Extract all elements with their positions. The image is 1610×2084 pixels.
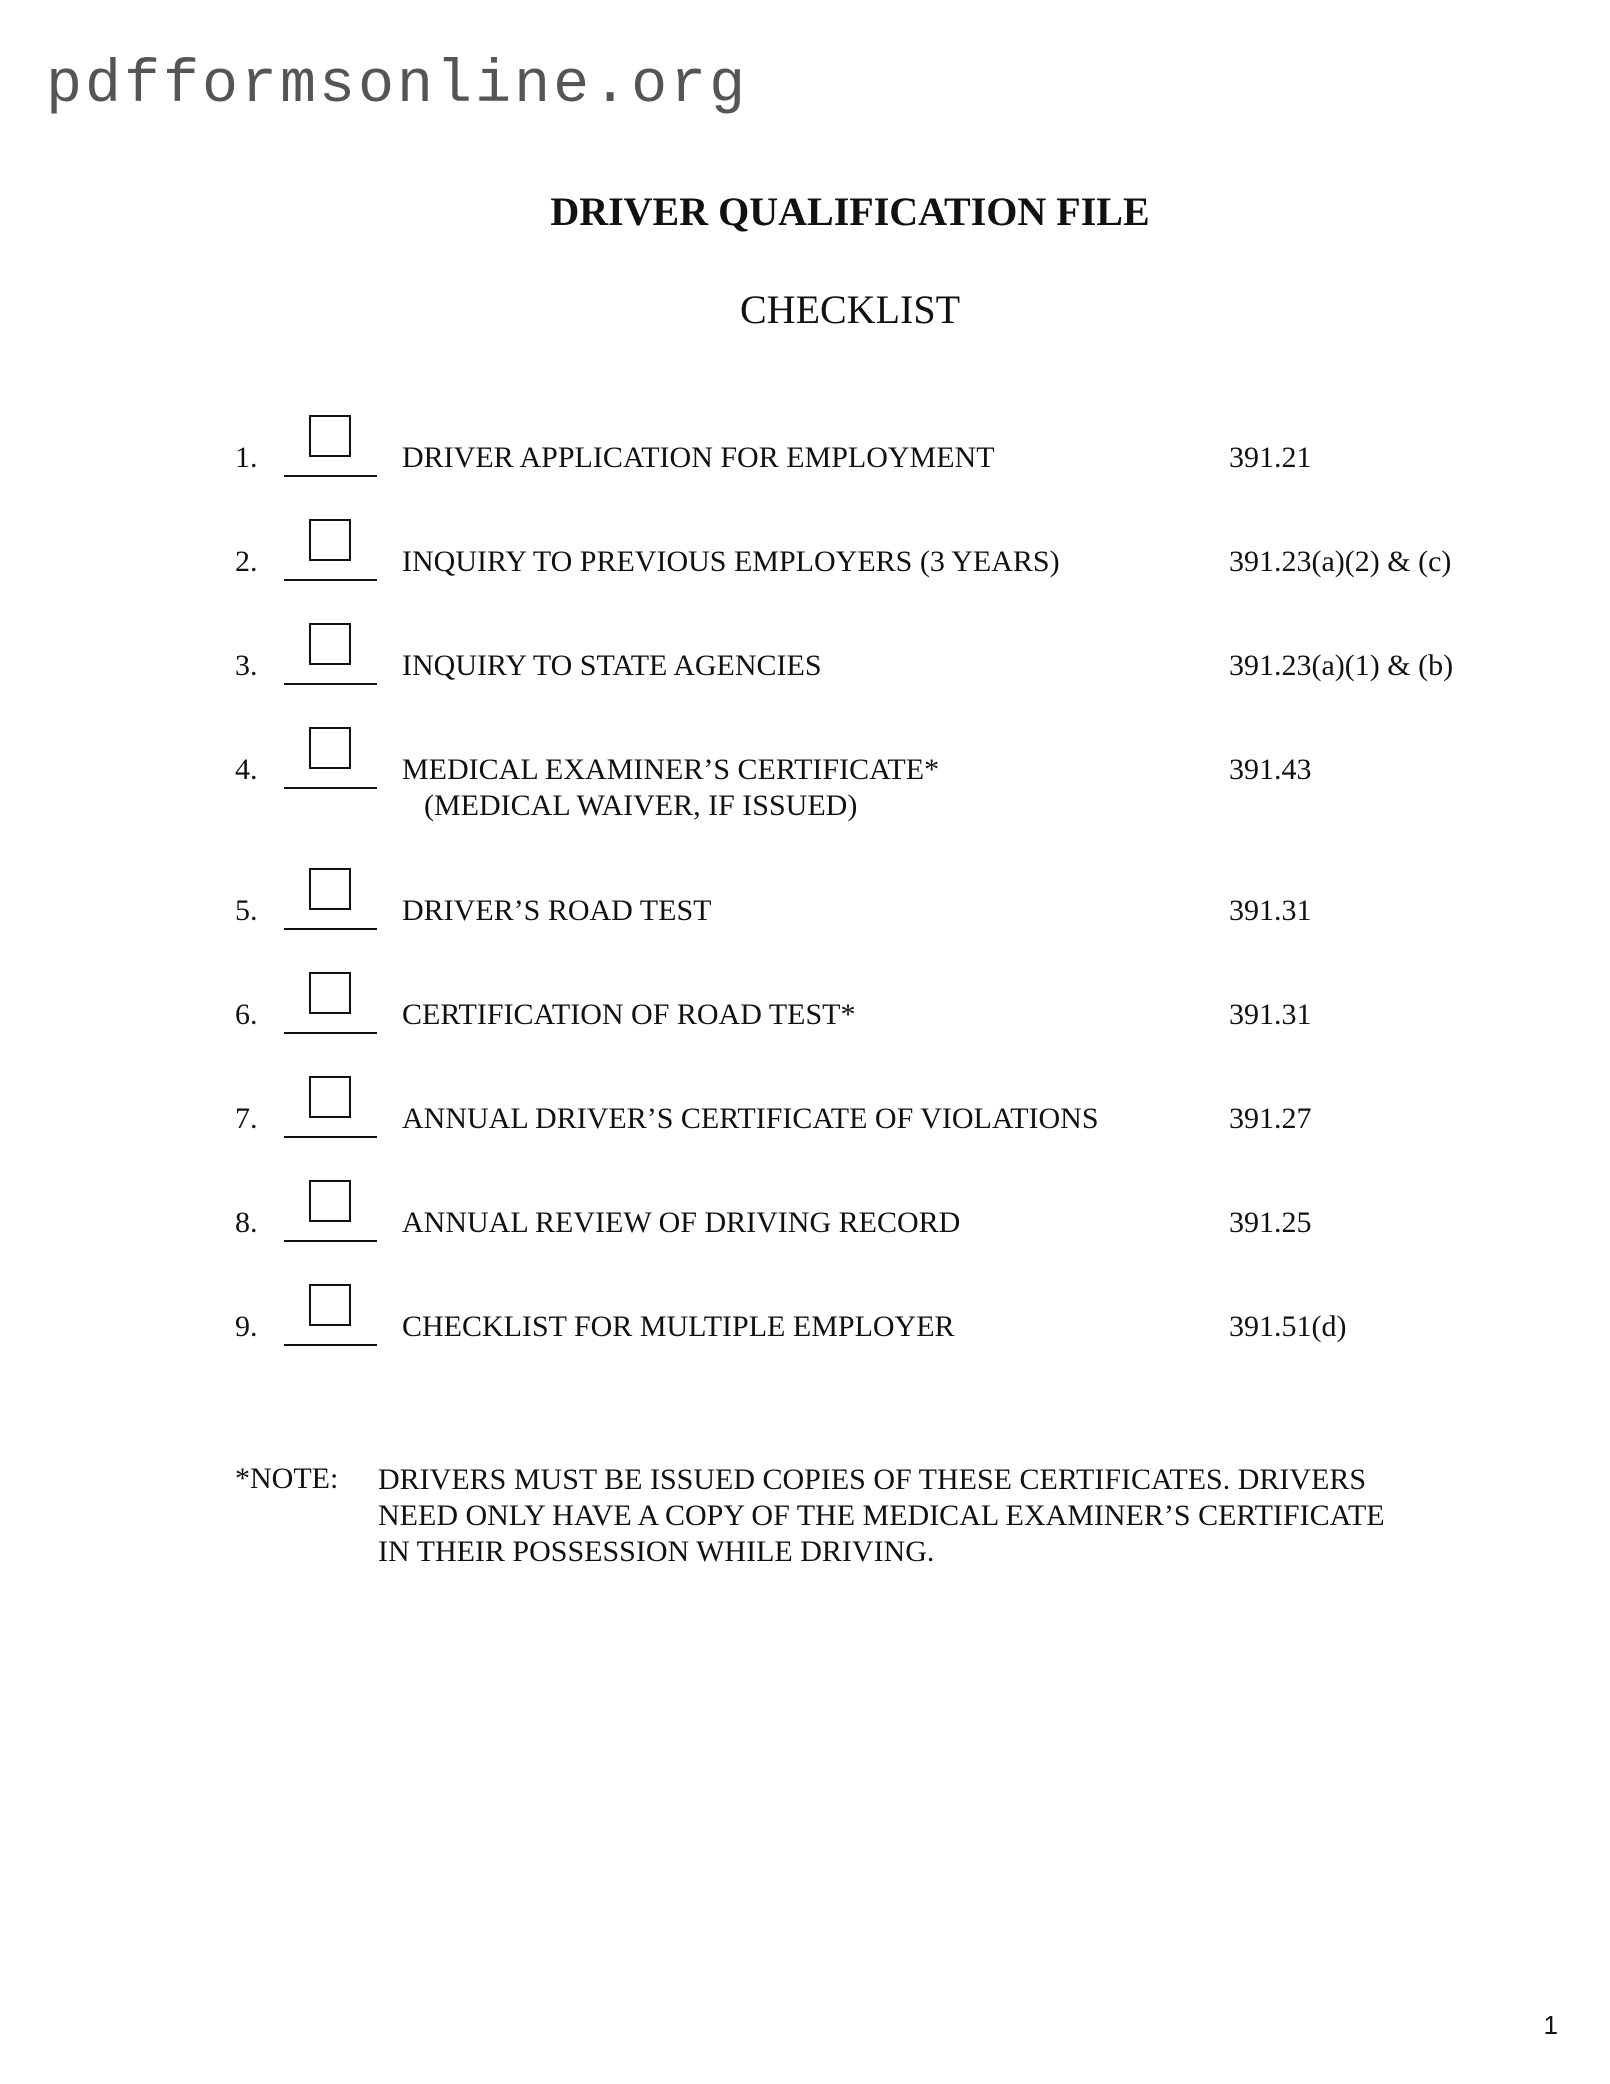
- blank-line: [284, 1136, 377, 1138]
- watermark: pdfformsonline.org: [46, 52, 749, 120]
- regulation-reference: 391.31: [1229, 894, 1312, 927]
- regulation-reference: 391.27: [1229, 1102, 1312, 1135]
- item-number: 4.: [235, 753, 258, 786]
- blank-line: [284, 928, 377, 930]
- blank-line: [284, 579, 377, 581]
- checkbox[interactable]: [309, 972, 351, 1014]
- blank-line: [284, 475, 377, 477]
- note-line: NEED ONLY HAVE A COPY OF THE MEDICAL EXAMINER’S CERTIFICATE: [378, 1499, 1385, 1532]
- checkbox[interactable]: [309, 1076, 351, 1118]
- blank-line: [284, 1344, 377, 1346]
- regulation-reference: 391.25: [1229, 1206, 1312, 1239]
- regulation-reference: 391.21: [1229, 441, 1312, 474]
- checkbox[interactable]: [309, 519, 351, 561]
- checklist-item: [0, 623, 1610, 703]
- checklist-item: [0, 415, 1610, 495]
- blank-line: [284, 1240, 377, 1242]
- regulation-reference: 391.43: [1229, 753, 1312, 786]
- note-label: *NOTE:: [235, 1462, 339, 1495]
- blank-line: [284, 683, 377, 685]
- checklist-item: [0, 519, 1610, 599]
- checkbox[interactable]: [309, 727, 351, 769]
- checkbox[interactable]: [309, 623, 351, 665]
- item-number: 9.: [235, 1310, 258, 1343]
- checkbox[interactable]: [309, 1180, 351, 1222]
- checklist-item: [0, 1180, 1610, 1260]
- item-label: DRIVER’S ROAD TEST: [402, 894, 712, 927]
- item-label: INQUIRY TO STATE AGENCIES: [402, 649, 822, 682]
- item-number: 5.: [235, 894, 258, 927]
- note-line: DRIVERS MUST BE ISSUED COPIES OF THESE CERTIFICATES. DRIVERS: [378, 1463, 1367, 1496]
- note-text: [378, 1462, 1385, 1570]
- checkbox[interactable]: [309, 868, 351, 910]
- regulation-reference: 391.51(d): [1229, 1310, 1347, 1343]
- regulation-reference: 391.31: [1229, 998, 1312, 1031]
- page-subtitle: CHECKLIST: [740, 287, 960, 332]
- note-line: IN THEIR POSSESSION WHILE DRIVING.: [378, 1535, 935, 1568]
- checklist-item: [0, 972, 1610, 1052]
- checkbox[interactable]: [309, 415, 351, 457]
- blank-line: [284, 787, 377, 789]
- checklist-item: [0, 868, 1610, 948]
- checkbox[interactable]: [309, 1284, 351, 1326]
- checklist-item: [0, 1284, 1610, 1364]
- item-label: INQUIRY TO PREVIOUS EMPLOYERS (3 YEARS): [402, 545, 1060, 578]
- item-sublabel: (MEDICAL WAIVER, IF ISSUED): [424, 789, 858, 822]
- item-label: CHECKLIST FOR MULTIPLE EMPLOYER: [402, 1310, 955, 1343]
- item-number: 1.: [235, 441, 258, 474]
- item-number: 8.: [235, 1206, 258, 1239]
- item-number: 3.: [235, 649, 258, 682]
- page-title: DRIVER QUALIFICATION FILE: [550, 189, 1150, 234]
- checklist-item: [0, 727, 1610, 822]
- item-label: ANNUAL REVIEW OF DRIVING RECORD: [402, 1206, 961, 1239]
- item-number: 7.: [235, 1102, 258, 1135]
- page-number: 1: [1543, 2010, 1558, 2040]
- item-number: 2.: [235, 545, 258, 578]
- regulation-reference: 391.23(a)(1) & (b): [1229, 649, 1454, 682]
- item-label: MEDICAL EXAMINER’S CERTIFICATE*: [402, 753, 940, 786]
- item-label: DRIVER APPLICATION FOR EMPLOYMENT: [402, 441, 995, 474]
- checklist-item: [0, 1076, 1610, 1156]
- item-label: CERTIFICATION OF ROAD TEST*: [402, 998, 856, 1031]
- regulation-reference: 391.23(a)(2) & (c): [1229, 545, 1452, 578]
- blank-line: [284, 1032, 377, 1034]
- item-label: ANNUAL DRIVER’S CERTIFICATE OF VIOLATIONS: [402, 1102, 1099, 1135]
- item-number: 6.: [235, 998, 258, 1031]
